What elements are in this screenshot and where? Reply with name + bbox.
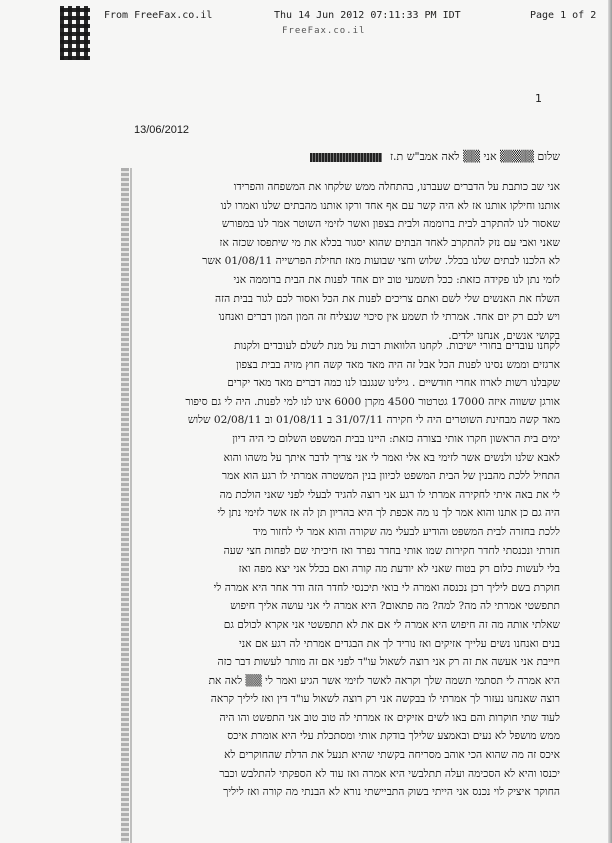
- text-line: שאני ואבי עם נזק להתקרב לאחד הבתים שהוא יסגור בכלא את מי שיתפסו שכזה אז: [219, 236, 560, 249]
- text-line: אני שב כותבת על הדברים שעברנו, בהתחלה ממש שלקחו את המשפחה והפרידו: [233, 181, 560, 193]
- text-line: לזמי נתן לנו פקידה כזאת: ככל תשמעי טוב יום אחד לפנות את הבית ברוממה אני: [233, 273, 560, 286]
- text-line: לא הלכנו לבתים שלנו בכלל. שלוש וחצי שבועות מאז תחילת הפרשייה 01/08/11 אשר: [202, 255, 560, 268]
- text-line: חוקרת בשם ליליך רכן נכנסה ואמרה לי בואי תיכנסי לחדר הזה ודר אחר היא אמרה לי: [213, 581, 560, 594]
- text-line: החוקר איציק לוי נכנס אני הייתי בשוק התביישתי נורא לא הבנתי מה קורה ואז ליליך: [223, 786, 560, 799]
- paragraph-2: [116, 337, 560, 802]
- redacted-id: [310, 153, 382, 162]
- text-line: לאבא שלנו ולנשים אשר לזימי בא אלי ואמר לי אני צריך לדבר איתך על משהו והוא: [223, 451, 560, 464]
- page-edge: [608, 0, 612, 843]
- text-line: מאד קשה מבחינת השוטרים היה לי חקירה 31/07/11 ב 01/08/11 וב 02/08/11 שלוש: [187, 414, 560, 427]
- text-line: איכס זה מה שהוא הכי אוהב מסריחה בקשתי שהיא תנעל את הדלת שהחוקרים לא: [224, 749, 560, 762]
- letter-date: 13/06/2012: [134, 124, 190, 136]
- text-line: בלי לעשות כלום רק בטוח שאני לא יודעת מה קורה ואם בכלל אני יצא מפה ואז: [238, 563, 560, 576]
- text-line: ממש מושפל לא נעים ובאמצע שלילך בודקת אותי ומסתכלת עלי היא אומרת איכס: [227, 730, 560, 743]
- scan-artifact-line: [130, 168, 132, 843]
- text-line: ימים בית הראשון חקרו אותי בצורה כזאת: היינו בבית המשפט השלום כי היה דיון: [232, 432, 560, 445]
- text-line: תתפשטי אמרתי לה מה? למה? מה פתאום? היא אמרה לי אני עושה אליך חיפוש: [230, 600, 560, 613]
- text-line: חזרתי ונכנסתי לחדר חקירות שמו אותי בחדר נפרד ואז חיכיתי שם לפחות חצי שעה: [223, 544, 560, 557]
- fax-page-count: Page 1 of 2: [530, 10, 597, 21]
- text-line: אורגן ששווה איזה 17000 גטרטור 4500 מקרן 6000 אינו לנו למי לפנות. היה לי גם סיפור: [185, 395, 560, 408]
- text-line: ללכת בחזרה לבית המשפט והודיע לבעלי מה שקורה והוא אמר לי לחזור מיד: [252, 525, 560, 538]
- text-line: לקחנו עובדים בחורי ישיבות. לקחנו הלוואות רבות על מנת לשלם לעובדים ולקנות: [233, 340, 560, 352]
- text-line: ארגזים וממש נסינו לפנות הכל אבל זה היה מאד מאד קשה חוץ מזיה בבית בצפון: [236, 358, 560, 371]
- text-line: בנים ואנחנו נשים עלייך אזיקים ואז נוריד לך את הבגדים אמרתי לה רגע אם אני: [239, 637, 560, 650]
- greeting-text: שלום ▒▒▒▒ אני ▒▒ לאה אמב"ש ת.ז: [389, 150, 560, 163]
- barcode-icon: [60, 6, 90, 60]
- text-line: השלח את האנשים שלי לשם ואתם צריכים לפנות את הכל ואסור לכם לגור בבית הזה: [215, 292, 560, 305]
- text-line: ויש לכם רק יום אחד. אמרתי לו תשמע אין סיכוי שנצליח זה המון המון דברים ואנחנו: [218, 311, 560, 324]
- text-line: אותנו וחילקו אותנו אז לא היה קשר עם אף אחד ורקו אותנו מהבתים שלנו ואמרו לנו: [220, 199, 560, 212]
- text-line: התחיל ללכת מהבנין של הבית המשפט לכיוון בנין המשטרה אמרתי לו רגע הוא אמר: [221, 470, 560, 483]
- page-number: 1: [535, 92, 542, 105]
- fax-sender: From FreeFax.co.il: [104, 10, 213, 21]
- text-line: שאסור לנו להתקרב לבית ברוממה ולבית בצפון ואשר לזימי השוטר אמר לנו במפורש: [221, 218, 560, 231]
- scan-artifact-stripe: [121, 168, 129, 843]
- text-line: היא אמרה לי תסתמי תשמה שלך וקראה לאשר לזימי אשר הגיע ואמר לי ▒▒ לאה את: [208, 674, 560, 687]
- paragraph-1: [116, 178, 560, 345]
- text-line: חייבת אני אעשה את זה רק אני רוצה לשאול עו"ד לפני אם זה מותר לעשות דבר כזה: [217, 656, 560, 669]
- text-line: לי את באה איתי לחקירה אמרתי לו רגע אני רוצה להגיד לבעלי לפני שאני הולכת מה: [219, 488, 560, 501]
- greeting-line: [306, 150, 560, 163]
- text-line: היה גם כן אתנו והוא אמר לך נו מה אכפת לך היא בהריון תן לה אז אשר לזימי נתן לי: [217, 507, 560, 520]
- text-line: שאלתי אותה מה זה חיפוש היא אמרה לי אם את לא תתפשטי אני אקרא לכולם גם: [223, 618, 560, 631]
- fax-datetime: Thu 14 Jun 2012 07:11:33 PM IDT: [274, 10, 461, 21]
- text-line: בקושי אנשים, אנחנו ילדים.: [448, 329, 560, 342]
- text-line: לעוד שתי חוקרות והם באו לשים אזיקים אז אמרתי לה טוב טוב אני התפשט והו היה: [219, 711, 560, 724]
- text-line: יכנסו והיא לא הסכימה ועלה תתלבשי היא אמרה ואז עוד לא הספקתי להתלבש וכבר: [219, 767, 560, 780]
- fax-source-stamp: FreeFax.co.il: [282, 26, 366, 36]
- text-line: רוצה שאנחנו נעזור לך אמרתי לו בבקשה אני רק רוצה לשאול עו"ד דין ואז ליליך קראה: [210, 693, 560, 706]
- text-line: שקבלנו רשות לארוז אחרי חודשיים . גילינו שנגנבו לנו כמה דברים מאד מאד יקרים: [227, 377, 560, 390]
